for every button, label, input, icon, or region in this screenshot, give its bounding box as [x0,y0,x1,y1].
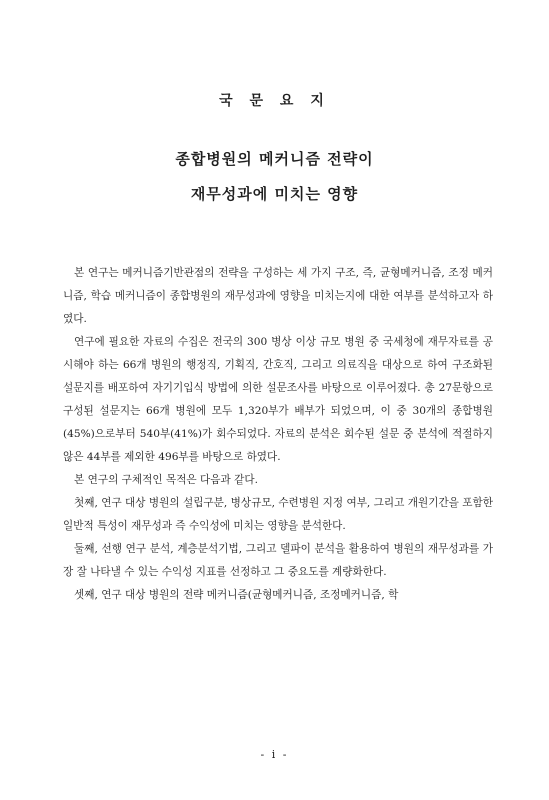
thesis-title-line-1: 종합병원의 메커니즘 전략이 [175,150,374,168]
paragraph-data-collection: 연구에 필요한 자료의 수집은 전국의 300 병상 이상 규모 병원 중 국세청에 재무자료를 공시해야 하는 66개 병원의 행정직, 기획직, 간호직, 그리고 의료직을 대상으로 하여 구조화된 설문지를 배포하여 자기기입식 방법에 의한 설문조사를 바탕으로 이루어졌다. 총 27문항으로 구성된 설문지는 66개 병원에 모두 1,320부가 배부가 되었으며, 이 중 30개의 종합병원(45%)으로부터 540부(41%)가 회수되었다. 자료의 분석은 회수된 설문 중 분석에 적절하지 않은 44부를 제외한 496부를 바탕으로 하였다. [63,336,493,463]
page-number: - i - [260,748,289,761]
paragraph-first-objective: 첫째, 연구 대상 병원의 설립구분, 병상규모, 수련병원 지정 여부, 그리고 개원기간을 포함한 일반적 특성이 재무성과 즉 수익성에 미치는 영향을 분석한다. [63,497,493,532]
paragraph-second-objective: 둘째, 선행 연구 분석, 계층분석기법, 그리고 델파이 분석을 활용하여 병원의 재무성과를 가장 잘 나타낼 수 있는 수익성 지표를 선정하고 그 중요도를 계량화한다. [63,543,493,578]
abstract-heading: 국 문 요 지 [219,93,330,109]
thesis-title-line-2: 재무성과에 미치는 영향 [190,185,359,203]
abstract-body [63,262,493,607]
paragraph-intro: 본 연구는 메커니즘기반관점의 전략을 구성하는 세 가지 구조, 즉, 균형메커니즘, 조정 메커니즘, 학습 메커니즘이 종합병원의 재무성과에 영향을 미치는지에 대한 여부를 분석하고자 하였다. [63,267,493,325]
paragraph-third-objective: 셋째, 연구 대상 병원의 전략 메커니즘(균형메커니즘, 조정메커니즘, 학 [74,589,399,601]
paragraph-purpose: 본 연구의 구체적인 목적은 다음과 같다. [74,474,258,486]
